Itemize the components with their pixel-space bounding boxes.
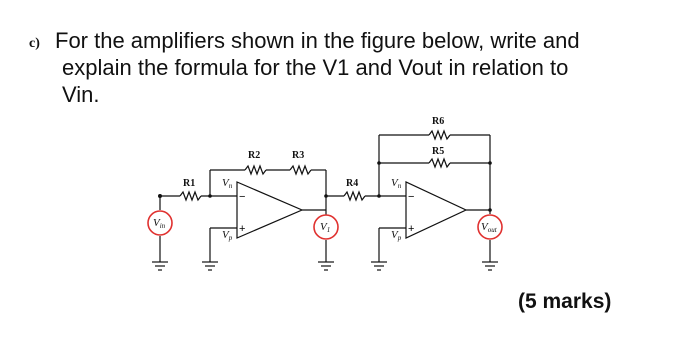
question-line-2: explain the formula for the V1 and Vout in relation to [62,55,569,80]
question-number: c) [29,36,40,51]
v1-label: V1 [320,221,331,234]
r5-resistor [429,159,450,167]
question-line-3: Vin. [62,82,100,107]
r2-label: R2 [248,150,261,161]
r1-resistor [180,192,201,200]
opamp-1-vn-label: Vn [222,177,233,190]
question-line-1: For the amplifiers shown in the figure below, write and [55,28,580,53]
opamp-1-vp-label: Vp [222,229,233,242]
vout-label: Vout [481,221,497,234]
opamp-2-minus: − [408,191,415,203]
r4-label: R4 [346,178,359,189]
r3-resistor [290,166,311,174]
opamp-1-triangle [237,182,302,238]
r5-label: R5 [432,146,445,157]
r1-label: R1 [183,178,196,189]
opamp-2-vp-label: Vp [391,229,402,242]
r3-label: R3 [292,150,305,161]
opamp-2-triangle [406,182,466,238]
r2-resistor [245,166,266,174]
vin-label: Vin [153,217,166,230]
opamp-1-plus: + [239,223,246,235]
opamp-2-plus: + [408,223,415,235]
opamp-2-vn-label: Vn [391,177,402,190]
marks-label: (5 marks) [518,290,612,313]
r4-resistor [344,192,365,200]
r6-resistor [429,131,450,139]
opamp-1-minus: − [239,191,246,203]
r6-label: R6 [432,116,445,127]
